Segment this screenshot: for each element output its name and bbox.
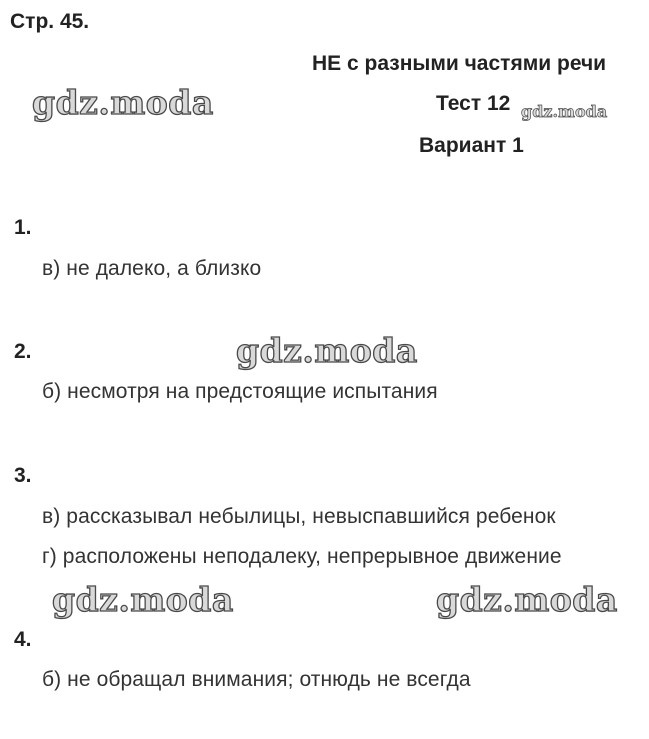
watermark-small: gdz.moda bbox=[521, 102, 608, 121]
question-number-4: 4. bbox=[14, 628, 32, 651]
test-label: Тест 12 bbox=[436, 92, 511, 115]
watermark-logo: gdz.moda bbox=[52, 580, 234, 619]
answer-2: б) несмотря на предстоящие испытания bbox=[42, 380, 438, 403]
question-number-2: 2. bbox=[14, 340, 32, 363]
watermark-logo: gdz.moda bbox=[236, 331, 418, 370]
answer-4: б) не обращал внимания; отнюдь не всегда bbox=[42, 668, 471, 691]
question-number-3: 3. bbox=[14, 464, 32, 487]
watermark-logo: gdz.moda bbox=[436, 580, 618, 619]
variant-label: Вариант 1 bbox=[419, 134, 524, 157]
watermark-logo: gdz.moda bbox=[32, 83, 214, 122]
answer-3b: г) расположены неподалеку, непрерывное движение bbox=[42, 545, 562, 568]
answer-3a: в) рассказывал небылицы, невыспавшийся ребенок bbox=[42, 505, 556, 528]
document-title: НЕ с разными частями речи bbox=[312, 52, 607, 75]
page-reference: Стр. 45. bbox=[10, 10, 90, 33]
question-number-1: 1. bbox=[14, 216, 32, 239]
answer-1: в) не далеко, а близко bbox=[42, 257, 262, 280]
